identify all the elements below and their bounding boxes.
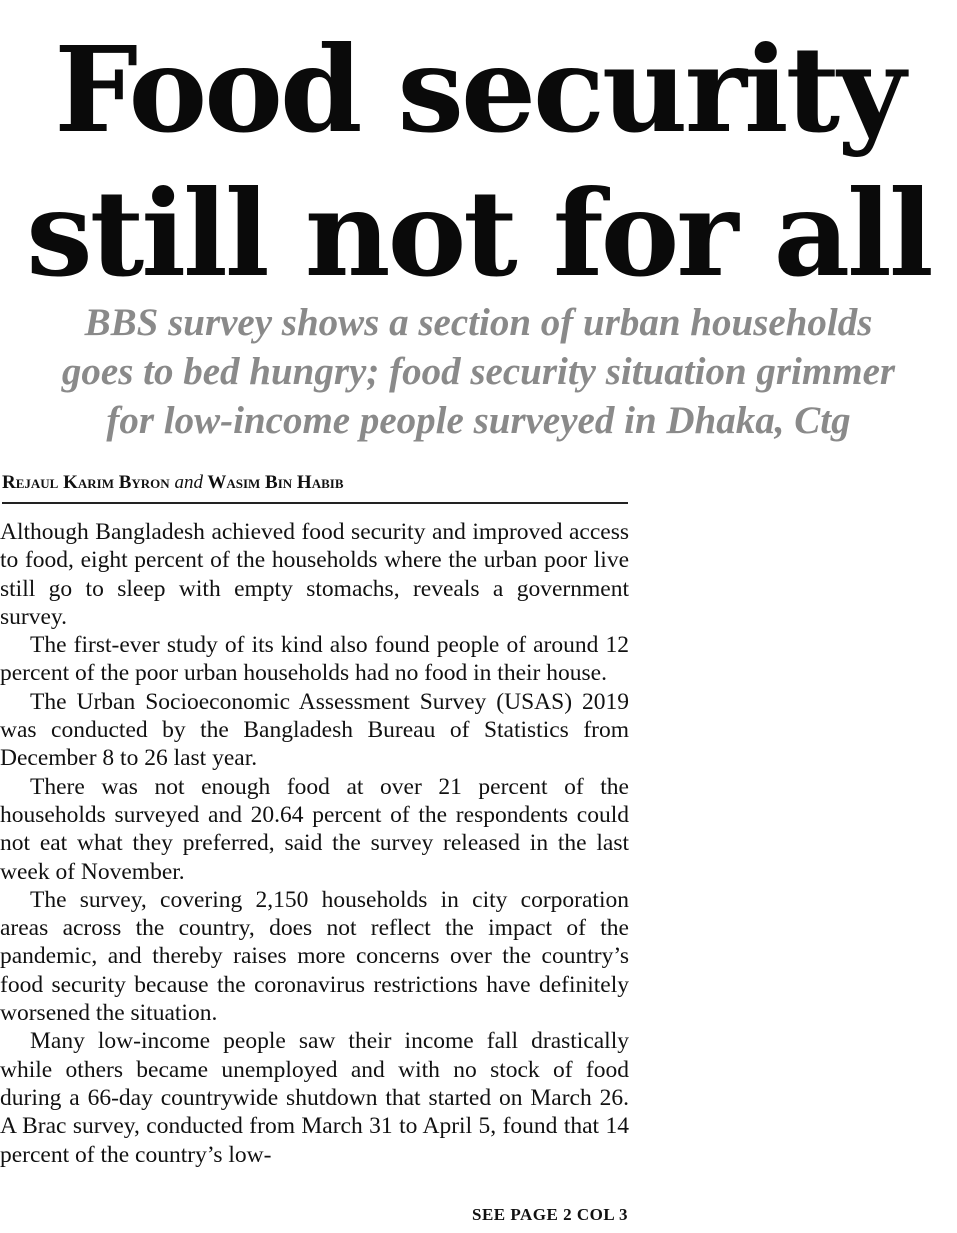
article-paragraph: Although Bangladesh achieved food security and improved access to food, eight percent of the households where the urban poor live still go to sleep with empty stomachs, reveals a government survey. (0, 519, 629, 630)
article-paragraph: The survey, covering 2,150 households in city corporation areas across the country, does not reflect the impact of the pandemic, and thereby raises more concerns over the country’s food security because the coronavirus restrictions have definitely worsened the situation. (0, 886, 629, 1027)
subheadline-line-3: for low-income people surveyed in Dhaka, Ctg (106, 399, 851, 442)
article-paragraph: There was not enough food at over 21 percent of the households surveyed and 20.64 percent of the respondents could not eat what they preferred, said the survey released in the last week of November. (0, 773, 629, 885)
byline-conjunction: and (174, 472, 203, 493)
continued-on-page-notice: SEE PAGE 2 COL 3 (472, 1205, 628, 1224)
subheadline (0, 298, 957, 445)
byline-author-2: Wasim Bin Habib (207, 472, 344, 493)
headline-line-1: Food security (54, 20, 903, 159)
headline-line-2: still not for all (26, 164, 931, 303)
article-paragraph: Many low-income people saw their income fall drastically while others became unemployed and with no stock of food during a 66-day countrywide shutdown that started on March 26. A Brac survey, conducted from March 31 to April 5, found that 14 percent of the country’s low- (0, 1028, 629, 1168)
article-paragraph: The Urban Socioeconomic Assessment Survey (USAS) 2019 was conducted by the Bangladesh Bureau of Statistics from December 8 to 26 last year. (0, 688, 629, 772)
subheadline-line-2: goes to bed hungry; food security situation grimmer (61, 350, 896, 393)
article-body (0, 518, 629, 1169)
headline (0, 18, 957, 306)
article-paragraph: The first-ever study of its kind also found people of around 12 percent of the poor urban households had no food in their house. (0, 632, 629, 687)
byline (2, 468, 628, 504)
byline-author-1: Rejaul Karim Byron (2, 472, 170, 493)
subheadline-line-1: BBS survey shows a section of urban households (84, 301, 873, 344)
